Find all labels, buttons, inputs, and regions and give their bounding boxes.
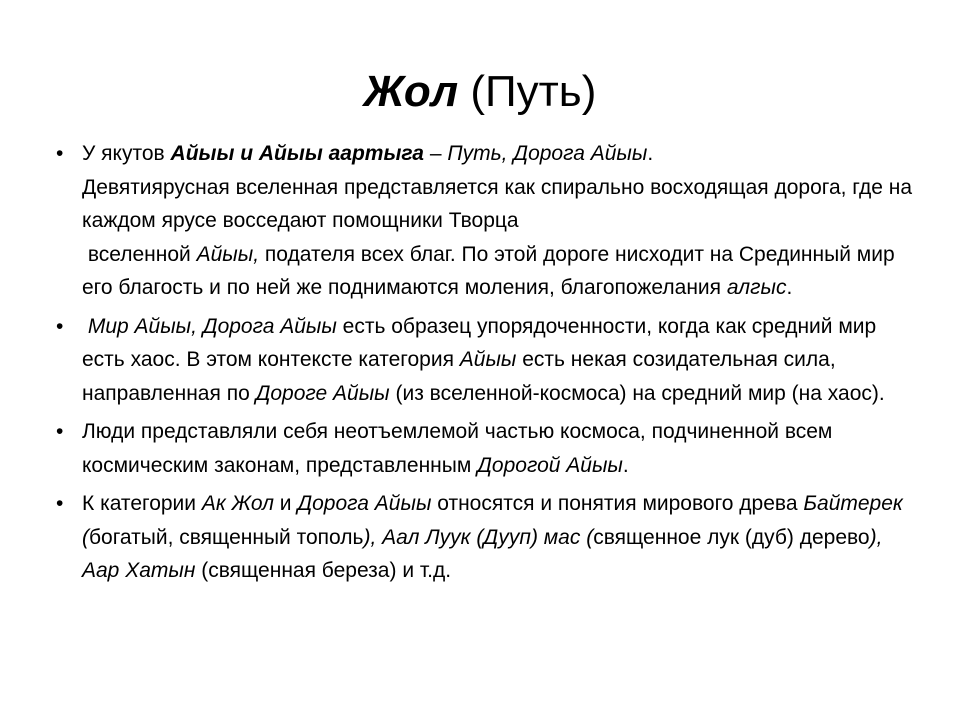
bullet-item: • У якутов Айыы и Айыы аартыга – Путь, Дорога Айыы. Девятиярусная вселенная представляется как спирально восходящая дорога, где на каждом ярусе восседают помощники Творца вселенной Айыы, подателя всех благ. По этой дороге нисходит на Срединный мир его благость и по ней же поднимаются моления, благопожелания алгыс. [56,137,916,305]
slide-title [0,62,960,122]
bullet-item: • Люди представляли себя неотъемлемой частью космоса, подчиненной всем космическим законам, представленным Дорогой Айыы. [56,415,916,482]
bullet-item: • Мир Айыы, Дорога Айыы есть образец упорядоченности, когда как средний мир есть хаос. В этом контексте категория Айыы есть некая созидательная сила, направленная по Дороге Айыы (из вселенной-космоса) на средний мир (на хаос). [56,310,916,411]
bullet-dot-icon: • [56,314,64,338]
bullet-item: • К категории Ак Жол и Дорога Айыы относятся и понятия мирового древа Байтерек (богатый, священный тополь), Аал Луук (Дууп) мас (священное лук (дуб) дерево), Аар Хатын (священная береза) и т.д. [56,487,916,588]
bullet-dot-icon: • [56,142,64,165]
title-main: Жол [363,67,459,116]
title-sub: (Путь) [470,67,597,116]
bullet-list [56,137,916,593]
bullet-dot-icon: • [56,420,64,443]
bullet-dot-icon: • [56,492,64,515]
